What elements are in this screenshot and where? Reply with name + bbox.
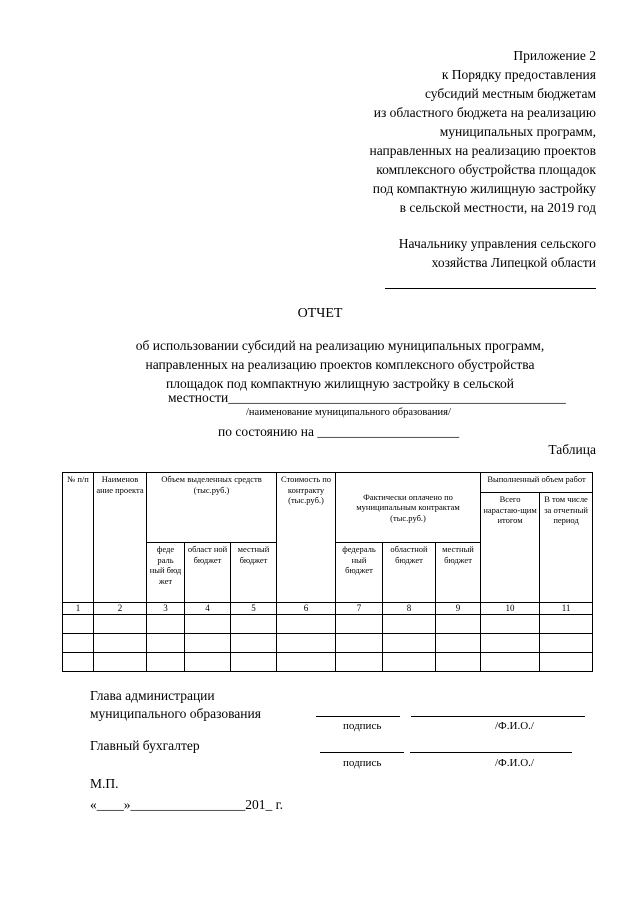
table-cell[interactable] (185, 653, 231, 672)
column-number-row (63, 603, 593, 615)
head-name-line[interactable] (411, 716, 585, 717)
header-cost: Стоимость по контракту (тыс.руб.) (277, 473, 336, 603)
col-number: 2 (94, 603, 147, 615)
appendix-line: Приложение 2 (513, 48, 596, 63)
header-work: Выполненный объем работ (481, 473, 593, 493)
table-cell[interactable] (336, 615, 383, 634)
appendix-line: муниципальных программ, (439, 124, 596, 139)
accountant-name-line[interactable] (410, 752, 572, 753)
col-number: 1 (63, 603, 94, 615)
addressee-line: хозяйства Липецкой области (431, 255, 596, 270)
appendix-block (370, 46, 597, 217)
table-row (63, 634, 593, 653)
sign-caption: подпись (343, 757, 382, 769)
appendix-line: под компактную жилищную застройку (372, 181, 596, 196)
subtitle-line: площадок под компактную жилищную застройку в сельской (166, 376, 514, 391)
table-cell[interactable] (481, 615, 540, 634)
header-work-period: В том числе за отчетный период (540, 493, 593, 603)
table-cell[interactable] (277, 634, 336, 653)
stamp-label: М.П. (90, 776, 119, 791)
addressee-blank-line[interactable] (385, 288, 596, 289)
header-federal-1: феде раль ный бюд жет (147, 543, 185, 603)
municipality-caption: /наименование муниципального образования/ (246, 407, 451, 418)
table-cell[interactable] (336, 653, 383, 672)
as-of-date-line[interactable]: _____________________ (317, 424, 460, 439)
addressee-line: Начальнику управления сельского (398, 236, 596, 251)
table-cell[interactable] (481, 634, 540, 653)
table-row (63, 653, 593, 672)
table-cell[interactable] (185, 634, 231, 653)
col-number: 4 (185, 603, 231, 615)
appendix-line: к Порядку предоставления (441, 67, 596, 82)
table-cell[interactable] (94, 634, 147, 653)
col-number: 3 (147, 603, 185, 615)
head-title-line: Глава администрации (90, 688, 215, 703)
col-number: 10 (481, 603, 540, 615)
header-local-1: местный бюджет (231, 543, 277, 603)
table-cell[interactable] (277, 653, 336, 672)
table-cell[interactable] (540, 634, 593, 653)
col-number: 9 (436, 603, 481, 615)
header-row-1 (63, 473, 593, 493)
table-cell[interactable] (540, 653, 593, 672)
table-cell[interactable] (383, 653, 436, 672)
appendix-line: в сельской местности, на 2019 год (399, 200, 596, 215)
table-cell[interactable] (436, 615, 481, 634)
table-body (63, 615, 593, 672)
report-table (62, 472, 593, 672)
col-number: 6 (277, 603, 336, 615)
date-line[interactable]: «____»_________________201_ г. (90, 797, 284, 812)
header-paid: Фактически оплачено по муниципальным контрактам (тыс.руб.) (336, 473, 481, 543)
header-federal-2: федераль ный бюджет (336, 543, 383, 603)
report-subtitle (80, 336, 600, 393)
table-cell[interactable] (147, 653, 185, 672)
table-cell[interactable] (63, 653, 94, 672)
table-cell[interactable] (231, 634, 277, 653)
appendix-line: комплексного обустройства площадок (376, 162, 596, 177)
table-cell[interactable] (231, 615, 277, 634)
subtitle-line: об использовании субсидий на реализацию муниципальных программ, (135, 338, 545, 353)
head-signature-line[interactable] (316, 716, 400, 717)
table-label: Таблица (548, 442, 596, 457)
header-regional-2: областной бюджет (383, 543, 436, 603)
table-cell[interactable] (436, 634, 481, 653)
accountant-signature-line[interactable] (320, 752, 404, 753)
table-cell[interactable] (94, 653, 147, 672)
table-cell[interactable] (383, 634, 436, 653)
table-cell[interactable] (481, 653, 540, 672)
table-cell[interactable] (540, 615, 593, 634)
table-cell[interactable] (436, 653, 481, 672)
header-local-2: местный бюджет (436, 543, 481, 603)
as-of-row (218, 424, 459, 440)
header-regional-1: област ной бюджет (185, 543, 231, 603)
appendix-line: субсидий местным бюджетам (424, 86, 596, 101)
accountant-label: Главный бухгалтер (90, 738, 200, 753)
locality-row (168, 390, 566, 406)
table-cell[interactable] (147, 634, 185, 653)
table-cell[interactable] (231, 653, 277, 672)
addressee-block (399, 234, 596, 272)
header-project: Наименов ание проекта (94, 473, 147, 603)
col-number: 5 (231, 603, 277, 615)
table-cell[interactable] (336, 634, 383, 653)
table-cell[interactable] (94, 615, 147, 634)
locality-prefix: местности (168, 390, 229, 405)
table-cell[interactable] (383, 615, 436, 634)
header-allocated: Объем выделенных средств (тыс.руб.) (147, 473, 277, 543)
sign-caption: подпись (343, 720, 382, 732)
table-cell[interactable] (63, 634, 94, 653)
as-of-prefix: по состоянию на (218, 424, 314, 439)
name-caption: /Ф.И.О./ (495, 720, 534, 732)
head-signature-label (90, 687, 261, 723)
table-cell[interactable] (277, 615, 336, 634)
name-caption: /Ф.И.О./ (495, 757, 534, 769)
col-number: 8 (383, 603, 436, 615)
col-number: 11 (540, 603, 593, 615)
col-number: 7 (336, 603, 383, 615)
table-cell[interactable] (185, 615, 231, 634)
table-cell[interactable] (63, 615, 94, 634)
appendix-line: направленных на реализацию проектов (369, 143, 596, 158)
table-row (63, 615, 593, 634)
head-title-line: муниципального образования (90, 706, 261, 721)
table-cell[interactable] (147, 615, 185, 634)
subtitle-line: направленных на реализацию проектов комплексного обустройства (145, 357, 535, 372)
report-title: ОТЧЕТ (297, 306, 343, 321)
locality-input-line[interactable]: __________________________________________________ (228, 390, 566, 405)
header-num: № п/п (63, 473, 94, 603)
appendix-line: из областного бюджета на реализацию (373, 105, 596, 120)
header-work-total: Всего нарастаю-щим итогом (481, 493, 540, 603)
